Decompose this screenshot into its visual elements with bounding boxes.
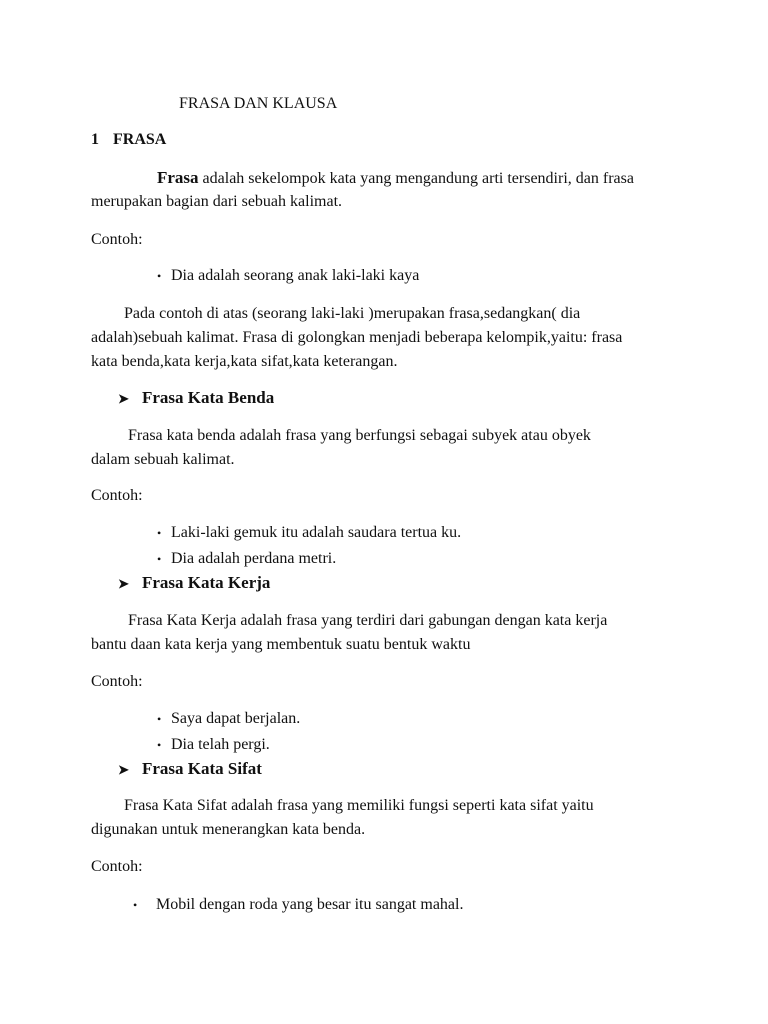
subheading-kerja [118, 571, 270, 596]
intro-line-2: merupakan bagian dari sebuah kalimat. [91, 193, 343, 210]
subheading-sifat [118, 757, 262, 782]
paragraph-line: Frasa Kata Kerja adalah frasa yang terdiri dari gabungan dengan kata kerja [128, 612, 608, 629]
bullet-icon: • [157, 738, 162, 752]
paragraph-line: Frasa Kata Sifat adalah frasa yang memiliki fungsi seperti kata sifat yaitu [124, 797, 594, 814]
list-item-text: Dia adalah perdana metri. [171, 550, 337, 567]
subheading-text: Frasa Kata Sifat [142, 759, 262, 778]
list-item-text: Saya dapat berjalan. [171, 710, 301, 727]
contoh-label: Contoh: [91, 487, 143, 504]
contoh-label: Contoh: [91, 858, 143, 875]
list-item-text: Dia adalah seorang anak laki-laki kaya [171, 267, 420, 284]
bullet-icon: • [133, 898, 138, 912]
paragraph-line: kata benda,kata kerja,kata sifat,kata keterangan. [91, 353, 398, 370]
bullet-icon: • [157, 269, 162, 283]
list-item [157, 707, 300, 731]
bullet-icon: • [157, 552, 162, 566]
section-title: FRASA [113, 131, 167, 148]
subheading-text: Frasa Kata Benda [142, 388, 275, 407]
paragraph-line: Frasa kata benda adalah frasa yang berfungsi sebagai subyek atau obyek [128, 427, 591, 444]
subheading-text: Frasa Kata Kerja [142, 573, 271, 592]
contoh-label: Contoh: [91, 231, 143, 248]
contoh-label: Contoh: [91, 673, 143, 690]
bullet-icon: • [157, 526, 162, 540]
list-item [157, 264, 419, 288]
intro-line-1 [157, 166, 634, 191]
list-item [133, 893, 463, 917]
paragraph-line: bantu daan kata kerja yang membentuk suatu bentuk waktu [91, 636, 471, 653]
list-item [157, 547, 336, 571]
list-item-text: Dia telah pergi. [171, 736, 270, 753]
arrow-bullet-icon: ➤ [118, 576, 129, 591]
arrow-bullet-icon: ➤ [118, 762, 129, 777]
list-item [157, 733, 270, 757]
paragraph-line: adalah)sebuah kalimat. Frasa di golongkan menjadi beberapa kelompik,yaitu: frasa [91, 329, 623, 346]
list-item [157, 521, 461, 545]
paragraph-line: dalam sebuah kalimat. [91, 451, 235, 468]
intro-line-1-text: adalah sekelompok kata yang mengandung arti tersendiri, dan frasa [198, 170, 634, 187]
list-item-text: Mobil dengan roda yang besar itu sangat mahal. [156, 896, 464, 913]
paragraph-line: digunakan untuk menerangkan kata benda. [91, 821, 366, 838]
list-item-text: Laki-laki gemuk itu adalah saudara tertua ku. [171, 524, 462, 541]
bullet-icon: • [157, 712, 162, 726]
page-title: FRASA DAN KLAUSA [179, 95, 338, 112]
paragraph-line: Pada contoh di atas (seorang laki-laki )merupakan frasa,sedangkan( dia [124, 305, 581, 322]
section-number: 1 [91, 131, 99, 148]
subheading-benda [118, 386, 274, 411]
intro-term: Frasa [157, 168, 199, 187]
arrow-bullet-icon: ➤ [118, 391, 129, 406]
section-heading [91, 128, 166, 152]
